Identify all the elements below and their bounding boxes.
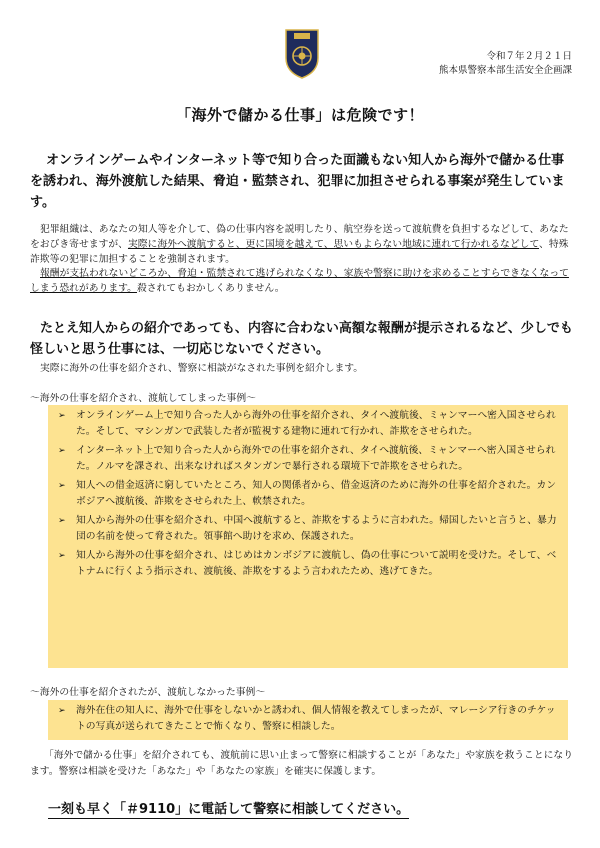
explanation-paragraph [30,222,575,267]
case-item: ➢ 知人への借金返済に窮していたところ、知人の関係者から、借金返済のために海外の仕事を紹介された。カンボジアへ渡航後、詐欺をさせられた上、軟禁された。 [58,480,557,507]
issuing-department: 熊本県警察本部生活安全企画課 [438,65,572,76]
case-list-not-traveled [48,700,568,740]
section-heading-not-traveled: ～海外の仕事を紹介されたが、渡航しなかった事例～ [30,687,266,698]
section-heading-traveled: ～海外の仕事を紹介され、渡航してしまった事例～ [30,393,256,404]
issuer-block [439,50,572,78]
bullet-arrow-icon: ➢ [58,481,66,491]
intro-text: 実際に海外の仕事を紹介され、警察に相談がなされた事例を紹介します。 [40,363,364,374]
bullet-arrow-icon: ➢ [58,516,66,526]
case-item: ➢ インターネット上で知り合った人から海外での仕事を紹介され、タイへ渡航後、ミャンマーへ密入国させられた。ノルマを課され、出来なければスタンガンで暴行される環境下で詐欺をさせられた。 [58,445,556,472]
explanation-text-1: 犯罪組織は、あなたの知人等を介して、偽の仕事内容を説明したり、航空券を送って渡航費を負担するなどして、あなたをおびき寄せますが、 [30,224,569,250]
bullet-arrow-icon: ➢ [58,446,66,456]
bullet-arrow-icon: ➢ [58,551,66,561]
issue-date: 令和７年２月２１日 [486,51,572,62]
bullet-arrow-icon: ➢ [58,706,66,716]
danger-text: 殺されてもおかしくありません。 [136,283,285,294]
case-item: ➢ オンラインゲーム上で知り合った人から海外の仕事を紹介され、タイへ渡航後、ミャンマーへ密入国させられた。そして、マシンガンで武装した者が監視する建物に連れて行かれ、詐欺をさせられた。 [58,410,556,437]
closing-paragraph: 「海外で儲かる仕事」を紹介されても、渡航前に思い止まって警察に相談することが「あなた」や家族を救うことになります。警察は相談を受けた「あなた」や「あなたの家族」を確実に保護します。 [30,750,574,777]
case-item: ➢ 知人から海外の仕事を紹介され、はじめはカンボジアに渡航し、偽の仕事について説明を受けた。そして、ベトナムに行くよう指示され、渡航後、詐欺をするよう言われたため、逃げてきた。 [58,550,557,577]
danger-paragraph [30,266,575,296]
case-item: ➢ 知人から海外の仕事を紹介され、中国へ渡航すると、詐欺をするように言われた。帰国したいと言うと、暴力団の名前を使って脅された。領事館へ助けを求め、保護された。 [58,515,557,542]
case-list-traveled [48,405,568,668]
explanation-text-2: 、特殊詐欺等の犯罪に加担することを強制されます。 [30,239,569,265]
explanation-underlined: 実際に海外へ渡航すると、更に国境を越えて、思いもよらない地域に連れて行かれるなどして [127,239,540,250]
lead-paragraph: オンラインゲームやインターネット等で知り合った面識もない知人から海外で儲かる仕事を誘われ、海外渡航した結果、脅迫・監禁され、犯罪に加担させられる事案が発生しています。 [30,153,565,210]
bullet-arrow-icon: ➢ [58,411,66,421]
call-to-action: 一刻も早く「＃9110」に電話して警察に相談してください。 [48,798,409,819]
police-emblem-icon [284,28,320,80]
warning-paragraph: たとえ知人からの紹介であっても、内容に合わない高額な報酬が提示されるなど、少しでも怪しいと思う仕事には、一切応じないでください。 [30,321,573,357]
danger-underlined: 報酬が支払われないどころか、脅迫・監禁されて逃げられなくなり、家族や警察に助けを求めることすらできなくなってしまう恐れがあります。 [30,268,569,294]
case-item: ➢ 海外在住の知人に、海外で仕事をしないかと誘われ、個人情報を教えてしまったが、マレーシア行きのチケットの写真が送られてきたことで怖くなり、警察に相談した。 [58,705,556,732]
page-title: 「海外で儲かる仕事」は危険です！ [175,106,424,124]
